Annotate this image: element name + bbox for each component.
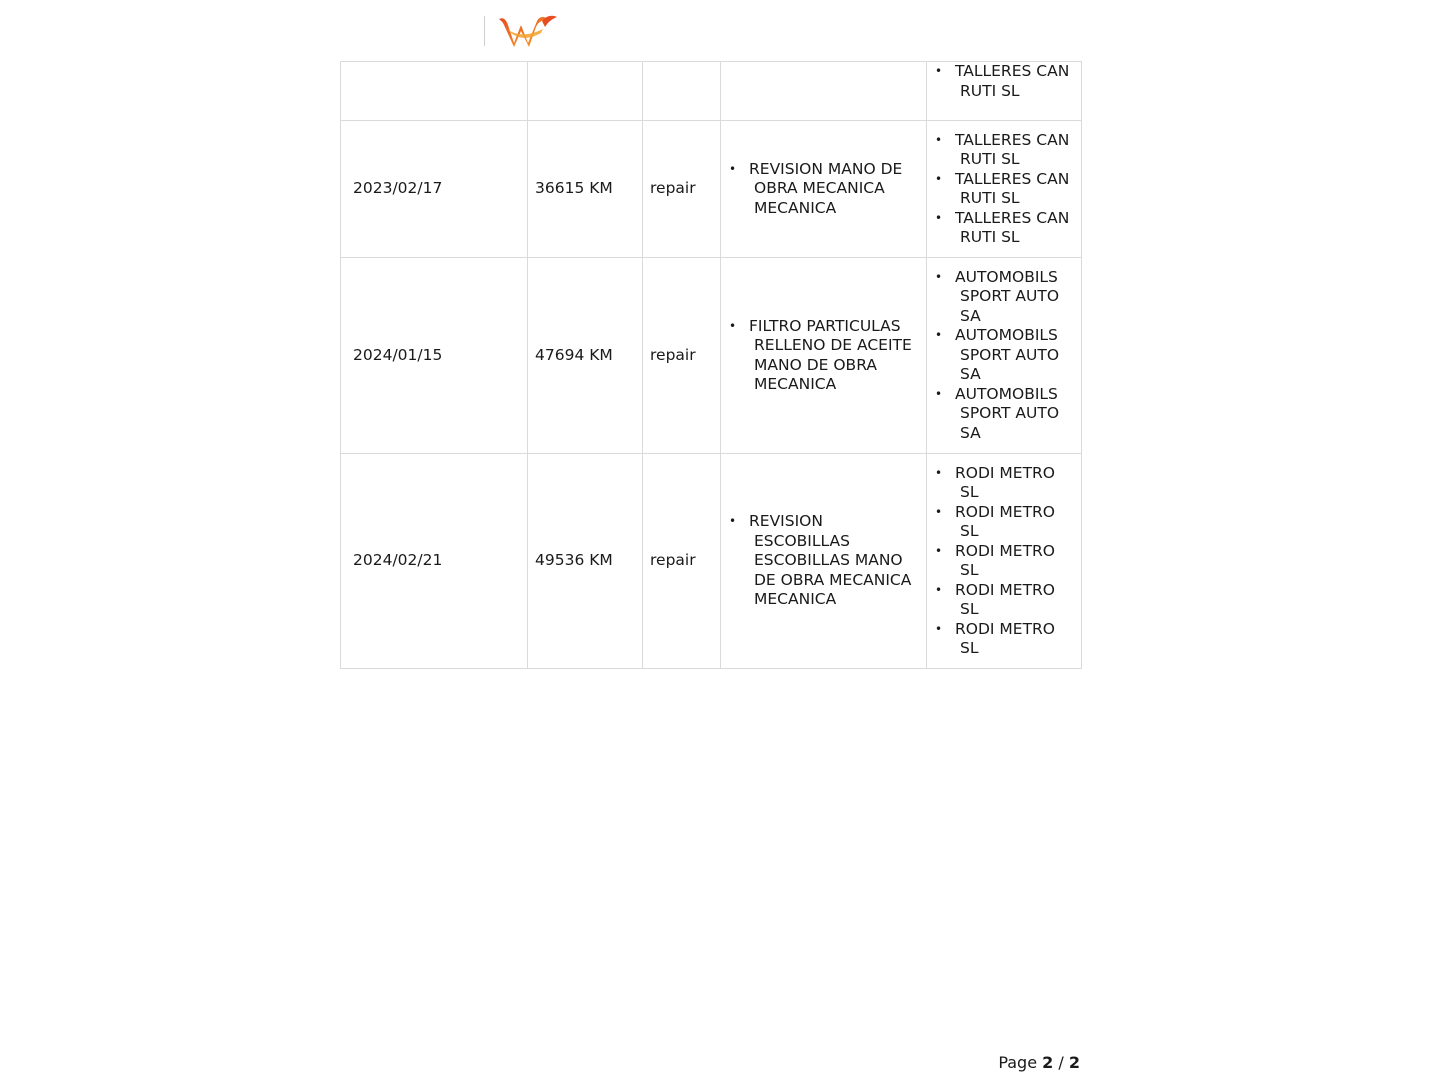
page-separator: / (1058, 1053, 1064, 1072)
description-item: • REVISION MANO DE OBRA MECANICA MECANICA (731, 160, 922, 219)
workshop-cell (927, 454, 1082, 669)
description-cell (721, 121, 927, 258)
mileage-cell: 36615 KM (528, 121, 643, 258)
workshop-cell (927, 62, 1082, 121)
type-cell (643, 62, 721, 121)
table-row (341, 258, 1082, 454)
page-footer (998, 1053, 1080, 1072)
workshop-item: • RODI METRO SL (937, 542, 1077, 581)
workshop-list (937, 131, 1077, 248)
description-item: • REVISION ESCOBILLAS ESCOBILLAS MANO DE OBRA MECANICA MECANICA (731, 512, 922, 610)
workshop-item: • AUTOMOBILS SPORT AUTO SA (937, 268, 1077, 327)
page-total: 2 (1068, 1053, 1080, 1072)
page-current: 2 (1042, 1053, 1054, 1072)
description-item: • FILTRO PARTICULAS RELLENO DE ACEITE MANO DE OBRA MECANICA (731, 317, 922, 395)
date-cell: 2023/02/17 (341, 121, 528, 258)
workshop-list (937, 464, 1077, 659)
workshop-item: • TALLERES CAN RUTI SL (937, 209, 1077, 248)
table-body (341, 62, 1082, 669)
workshop-item: • RODI METRO SL (937, 581, 1077, 620)
table-row (341, 62, 1082, 121)
workshop-item: • RODI METRO SL (937, 464, 1077, 503)
workshop-item: • TALLERES CAN RUTI SL (937, 131, 1077, 170)
page-label: Page (998, 1053, 1038, 1072)
description-cell (721, 454, 927, 669)
workshop-list (937, 268, 1077, 444)
workshop-item: • AUTOMOBILS SPORT AUTO SA (937, 326, 1077, 385)
mileage-cell: 49536 KM (528, 454, 643, 669)
workshop-cell (927, 121, 1082, 258)
workshop-cell (927, 258, 1082, 454)
workshop-list (937, 62, 1077, 101)
type-cell: repair (643, 121, 721, 258)
service-history-table (340, 61, 1082, 669)
workshop-item: • RODI METRO SL (937, 503, 1077, 542)
description-cell (721, 258, 927, 454)
workshop-item: • TALLERES CAN RUTI SL (937, 170, 1077, 209)
workshop-item: • TALLERES CAN RUTI SL (937, 62, 1077, 101)
table-row (341, 454, 1082, 669)
type-cell: repair (643, 454, 721, 669)
date-cell (341, 62, 528, 121)
mileage-cell (528, 62, 643, 121)
date-cell: 2024/02/21 (341, 454, 528, 669)
workshop-item: • RODI METRO SL (937, 620, 1077, 659)
description-list (731, 317, 922, 395)
type-cell: repair (643, 258, 721, 454)
header-divider (484, 16, 485, 46)
mileage-cell: 47694 KM (528, 258, 643, 454)
date-cell: 2024/01/15 (341, 258, 528, 454)
description-cell (721, 62, 927, 121)
description-list (731, 512, 922, 610)
description-list (731, 160, 922, 219)
workshop-item: • AUTOMOBILS SPORT AUTO SA (937, 385, 1077, 444)
table-row (341, 121, 1082, 258)
w-logo-icon (497, 13, 559, 49)
